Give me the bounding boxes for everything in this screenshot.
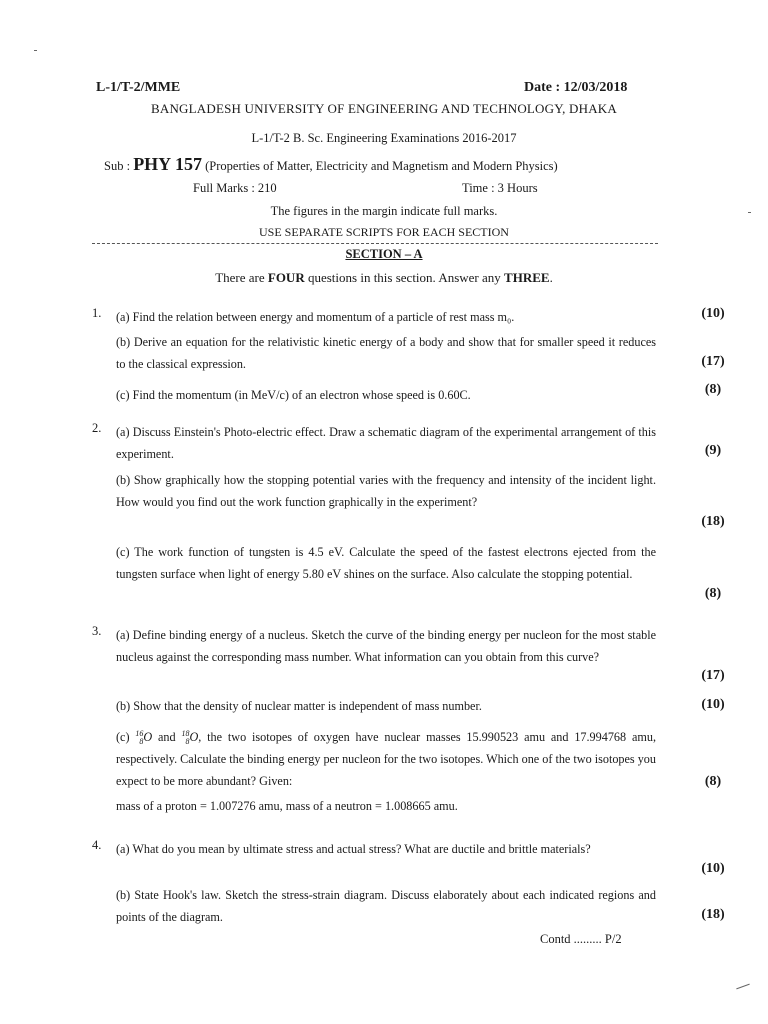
question-1a: (a) Find the relation between energy and momentum of a particle of rest mass m₀. — [116, 310, 515, 324]
marks-3b: (10) — [701, 697, 725, 712]
course-code: L-1/T-2/MME — [96, 80, 181, 95]
isotope-z: 8 — [139, 737, 144, 747]
instruction-answer-count: THREE — [504, 270, 550, 285]
question-1b: (b) Derive an equation for the relativistic kinetic energy of a body and show that for smaller speed it reduces to the classical expression. — [116, 335, 656, 371]
isotope-mass: 18 — [181, 729, 190, 739]
instruction-text-2: questions in this section. Answer any — [304, 270, 505, 285]
marks-2c: (8) — [704, 586, 722, 601]
question-2b: (b) Show graphically how the stopping potential varies with the frequency and intensity of the incident light. How would you find out the work function graphically in the experiment? — [116, 473, 656, 509]
isotope-z: 8 — [185, 737, 190, 747]
question-3b: (b) Show that the density of nuclear matter is independent of mass number. — [116, 699, 482, 713]
university-name: BANGLADESH UNIVERSITY OF ENGINEERING AND TECHNOLOGY, DHAKA — [151, 101, 617, 116]
exam-title: L-1/T-2 B. Sc. Engineering Examinations 2016-2017 — [251, 131, 517, 145]
question-3c — [116, 726, 656, 817]
question-2a: (a) Discuss Einstein's Photo-electric effect. Draw a schematic diagram of the experimental arrangement of this experiment. — [116, 425, 656, 461]
section-heading: SECTION – A — [345, 247, 423, 261]
instruction-text-1: There are — [215, 270, 268, 285]
subject-code: PHY 157 — [133, 154, 203, 174]
isotope-mass: 16 — [135, 729, 144, 739]
question-4a: (a) What do you mean by ultimate stress and actual stress? What are ductile and brittle materials? — [116, 842, 591, 856]
scan-speck — [34, 50, 37, 51]
subject-title: (Properties of Matter, Electricity and Magnetism and Modern Physics) — [205, 159, 558, 173]
divider — [92, 243, 658, 244]
subject-line — [104, 154, 558, 175]
question-2c: (c) The work function of tungsten is 4.5 eV. Calculate the speed of the fastest electrons ejected from the tungsten surface when light of energy 5.80 eV shines on the surface. Also calculate the stopping potential. — [116, 545, 656, 581]
continued-note: Contd ......... P/2 — [540, 932, 622, 946]
question-4b: (b) State Hook's law. Sketch the stress-strain diagram. Discuss elaborately about each indicated regions and points of the diagram. — [116, 888, 656, 924]
question-number: 3. — [92, 624, 102, 638]
marks-1a: (10) — [701, 306, 725, 321]
marks-1b: (17) — [701, 354, 725, 369]
scripts-note: USE SEPARATE SCRIPTS FOR EACH SECTION — [259, 225, 509, 239]
section-instruction — [0, 270, 768, 286]
marks-4b: (18) — [701, 907, 725, 922]
marks-3c: (8) — [704, 774, 722, 789]
marks-4a: (10) — [701, 861, 725, 876]
question-number: 2. — [92, 421, 102, 435]
marks-1c: (8) — [704, 382, 722, 397]
isotope-o18 — [181, 729, 199, 747]
question-1c: (c) Find the momentum (in MeV/c) of an electron whose speed is 0.60C. — [116, 388, 471, 402]
isotope-symbol: O — [143, 730, 153, 744]
scan-speck — [736, 984, 749, 990]
and-text: and — [152, 730, 182, 744]
marks-3a: (17) — [701, 668, 725, 683]
scan-speck — [748, 212, 751, 213]
instruction-count: FOUR — [267, 270, 305, 285]
instruction-text-3: . — [549, 270, 553, 285]
question-3c-label: (c) — [116, 730, 136, 744]
margin-note: The figures in the margin indicate full marks. — [270, 204, 498, 218]
subject-prefix: Sub : — [104, 159, 131, 173]
full-marks: Full Marks : 210 — [193, 181, 277, 195]
exam-date: Date : 12/03/2018 — [524, 80, 628, 95]
exam-time: Time : 3 Hours — [462, 181, 538, 195]
question-3a: (a) Define binding energy of a nucleus. Sketch the curve of the binding energy per nucleon for the most stable nucleus against the corresponding mass number. What information can you obtain from this curve? — [116, 628, 656, 664]
question-number: 1. — [92, 306, 102, 320]
isotope-symbol: O — [189, 730, 199, 744]
question-number: 4. — [92, 838, 102, 852]
question-3c-given: mass of a proton = 1.007276 amu, mass of a neutron = 1.008665 amu. — [116, 799, 458, 813]
marks-2a: (9) — [704, 443, 722, 458]
isotope-o16 — [135, 729, 153, 747]
question-3c-text: , the two isotopes of oxygen have nuclear masses 15.990523 amu and 17.994768 amu, respectively. Calculate the binding energy per nucleon for the two isotopes. Which one of the two isotopes you expect to be more abundant? Given: — [116, 730, 656, 788]
marks-2b: (18) — [701, 514, 725, 529]
